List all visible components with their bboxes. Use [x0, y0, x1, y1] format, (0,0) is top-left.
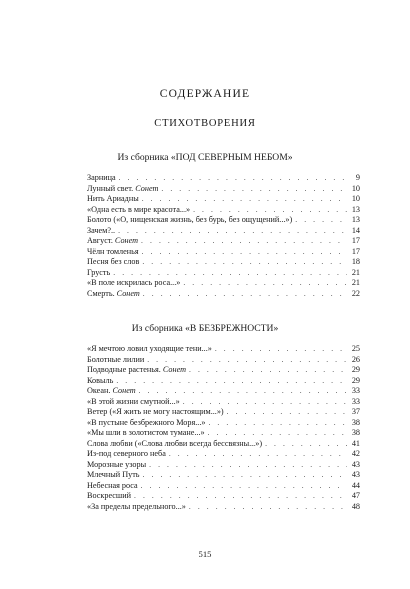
- toc-page-number: 37: [351, 407, 360, 416]
- toc-entry-text: «В пустыне безбрежного Моря...»: [87, 417, 206, 427]
- dot-leader: [147, 355, 347, 366]
- dot-leader: [265, 439, 347, 450]
- toc-entry-title: [87, 407, 225, 418]
- toc-entry-text: Болото («О, нищенская жизнь, без бурь, без ощущений...»): [87, 215, 293, 224]
- dot-leader: [208, 428, 347, 439]
- toc-entry-text: Из-под северного неба: [87, 449, 166, 458]
- dot-leader: [116, 376, 347, 387]
- toc-page-number: 33: [351, 396, 360, 406]
- toc-entry: [87, 365, 360, 376]
- toc-page-number: 43: [351, 470, 360, 479]
- toc-entry-title: [87, 355, 145, 366]
- toc-page-number: 26: [351, 354, 360, 364]
- toc-entry-title: [87, 194, 140, 205]
- toc-entry-title: [87, 215, 293, 226]
- toc-page-number: 10: [351, 183, 360, 193]
- toc-entry-title: [87, 344, 213, 355]
- dot-leader: [139, 386, 347, 397]
- toc-entry: [87, 205, 360, 216]
- toc-entry-text: «Мы шли в золотистом тумане...»: [87, 428, 205, 437]
- dot-leader: [295, 215, 347, 226]
- toc-entry: [87, 470, 360, 481]
- toc-entry: [87, 268, 360, 279]
- toc-entry-title: [87, 365, 187, 376]
- section-heading: Из сборника «ПОД СЕВЕРНЫМ НЕБОМ»: [117, 152, 293, 163]
- dot-leader: [141, 236, 347, 247]
- toc-page-number: 43: [351, 459, 360, 469]
- toc-entry-text: Млечный Путь: [87, 470, 140, 479]
- toc-entry: [87, 407, 360, 418]
- toc-entry: [87, 502, 360, 513]
- toc-entry-title: [87, 418, 206, 429]
- toc-entry: [87, 215, 360, 226]
- toc-entry-text: Океан.: [87, 386, 113, 395]
- toc-entry: [87, 460, 360, 471]
- toc-page-number: 17: [351, 246, 360, 256]
- dot-leader: [118, 226, 347, 237]
- toc-page-number: 42: [351, 449, 360, 458]
- toc-entry: [87, 418, 360, 429]
- dot-leader: [143, 470, 347, 481]
- dot-leader: [183, 278, 347, 289]
- toc-page-number: 47: [351, 491, 360, 500]
- toc-page-number: 14: [351, 225, 360, 235]
- dot-leader: [208, 418, 347, 429]
- toc-page-number: 38: [351, 417, 360, 427]
- toc-entry-text: Небесная роса: [87, 480, 138, 490]
- toc-entry-genre: Сонет: [135, 183, 159, 193]
- toc-entry-text: Зачем?..: [87, 225, 116, 235]
- toc-entry-text: Смерть.: [87, 288, 117, 298]
- dot-leader: [161, 184, 347, 195]
- toc-entry: [87, 226, 360, 237]
- toc-entry-title: [87, 205, 191, 216]
- toc-entry-text: Песня без слов: [87, 257, 140, 266]
- toc-entry-title: [87, 491, 132, 502]
- toc-entry-title: [87, 236, 139, 247]
- toc-entry-text: «Одна есть в мире красота...»: [87, 204, 191, 214]
- toc-entry-title: [87, 226, 116, 237]
- toc-page-number: 13: [351, 215, 360, 224]
- section-heading: Из сборника «В БЕЗБРЕЖНОСТИ»: [131, 323, 279, 334]
- toc-page-number: 29: [351, 365, 360, 374]
- toc-entry-title: [87, 502, 187, 513]
- toc-page-number: 44: [351, 480, 360, 490]
- toc-entry-text: Морозные узоры: [87, 459, 147, 469]
- toc-entry: [87, 397, 360, 408]
- toc-entry: [87, 278, 360, 289]
- dot-leader: [149, 460, 347, 471]
- toc-list: [87, 344, 360, 512]
- page-subtitle: СТИХОТВОРЕНИЯ: [154, 118, 256, 129]
- toc-entry-title: [87, 470, 141, 481]
- toc-entry-genre: Сонет: [162, 365, 187, 374]
- page-number: 515: [198, 549, 212, 559]
- toc-page-number: 41: [351, 438, 360, 448]
- toc-entry: [87, 449, 360, 460]
- toc-entry: [87, 257, 360, 268]
- toc-page-number: 9: [355, 173, 360, 182]
- dot-leader: [142, 247, 347, 258]
- toc-entry-title: [87, 278, 181, 289]
- toc-entry-text: Ветер («Я жить не могу настоящим...»): [87, 407, 224, 416]
- toc-page-number: 22: [351, 288, 360, 298]
- toc-page-number: 13: [351, 204, 360, 214]
- dot-leader: [189, 365, 347, 376]
- toc-entry: [87, 355, 360, 366]
- dot-leader: [113, 268, 347, 279]
- toc-entry-text: Грусть: [87, 267, 111, 277]
- dot-leader: [169, 449, 347, 460]
- toc-entry-genre: Сонет: [116, 288, 140, 298]
- toc-entry-text: «Я мечтою ловил уходящие тени...»: [87, 344, 212, 353]
- toc-entry: [87, 481, 360, 492]
- toc-entry-text: «За пределы предельного...»: [87, 501, 186, 511]
- toc-page-number: 21: [351, 278, 360, 287]
- toc-entry-title: [87, 268, 111, 279]
- dot-leader: [183, 397, 347, 408]
- toc-entry-text: Нить Ариадны: [87, 194, 139, 203]
- toc-list: [87, 173, 360, 299]
- dot-leader: [143, 289, 347, 300]
- toc-entry: [87, 184, 360, 195]
- toc-entry-genre: Сонет: [114, 236, 139, 245]
- toc-entry-title: [87, 184, 159, 195]
- toc-entry-title: [87, 460, 147, 471]
- toc-entry-genre: Сонет: [112, 386, 136, 395]
- toc-entry: [87, 247, 360, 258]
- toc-entry-title: [87, 428, 206, 439]
- toc-page-number: 10: [351, 194, 360, 203]
- toc-page-number: 17: [351, 236, 360, 245]
- dot-leader: [141, 481, 347, 492]
- toc-entry: [87, 194, 360, 205]
- dot-leader: [215, 344, 347, 355]
- toc-entry-text: Август.: [87, 236, 115, 245]
- toc-entry-title: [87, 439, 263, 450]
- dot-leader: [227, 407, 347, 418]
- toc-entry-title: [87, 247, 140, 258]
- toc-page-number: 29: [351, 375, 360, 385]
- toc-entry-title: [87, 289, 141, 300]
- toc-entry: [87, 491, 360, 502]
- toc-entry-text: «В поле искрилась роса...»: [87, 278, 181, 287]
- dot-leader: [134, 491, 347, 502]
- toc-entry-title: [87, 257, 140, 268]
- toc-entry: [87, 376, 360, 387]
- toc-entry-title: [87, 173, 117, 184]
- toc-entry-text: Подводные растенья.: [87, 365, 163, 374]
- toc-entry-text: Лунный свет.: [87, 183, 136, 193]
- toc-entry: [87, 386, 360, 397]
- toc-entry: [87, 236, 360, 247]
- toc-entry-title: [87, 449, 167, 460]
- page-title: СОДЕРЖАНИЕ: [159, 88, 251, 100]
- toc-entry-text: Зарница: [87, 173, 116, 182]
- toc-entry-text: «В этой жизни смутной...»: [87, 396, 180, 406]
- dot-leader: [193, 205, 347, 216]
- toc-entry-text: Болотные лилии: [87, 354, 145, 364]
- toc-entry-text: Чёлн томленья: [87, 246, 139, 256]
- dot-leader: [142, 194, 347, 205]
- toc-entry: [87, 439, 360, 450]
- dot-leader: [119, 173, 347, 184]
- toc-entry-title: [87, 397, 181, 408]
- toc-entry-title: [87, 481, 139, 492]
- toc-entry: [87, 289, 360, 300]
- toc-entry-title: [87, 386, 137, 397]
- toc-entry: [87, 428, 360, 439]
- toc-page-number: 21: [351, 267, 360, 277]
- toc-page-number: 48: [351, 501, 360, 511]
- toc-page-number: 33: [351, 386, 360, 395]
- toc-entry-text: Воскресший: [87, 491, 132, 500]
- toc-entry-text: Ковыль: [87, 375, 114, 385]
- toc-page-number: 18: [351, 257, 360, 266]
- toc-entry-text: Слова любви («Слова любви всегда бессвязны...»): [87, 438, 263, 448]
- toc-page-number: 25: [351, 344, 360, 353]
- toc-page-number: 38: [351, 428, 360, 437]
- dot-leader: [142, 257, 347, 268]
- toc-entry: [87, 344, 360, 355]
- toc-entry-title: [87, 376, 114, 387]
- dot-leader: [189, 502, 347, 513]
- toc-entry: [87, 173, 360, 184]
